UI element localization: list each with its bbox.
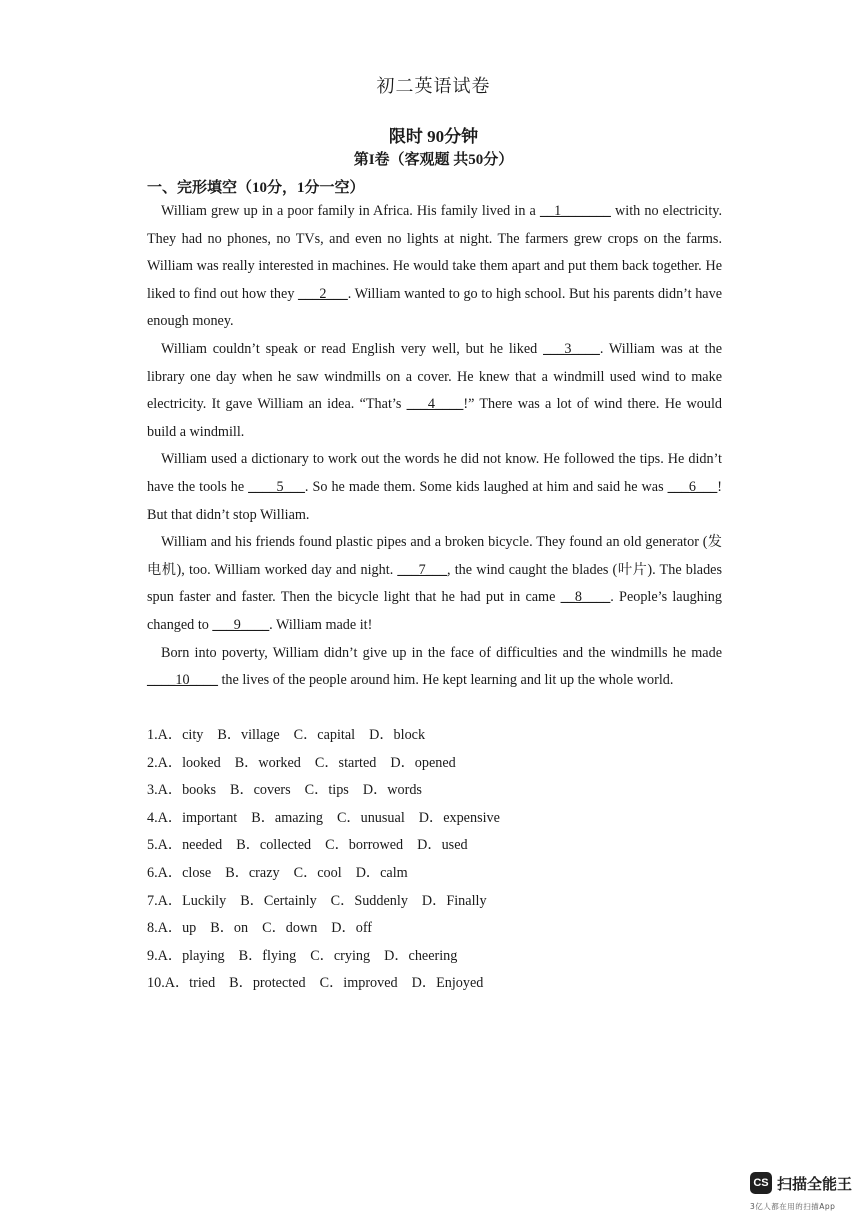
blank-number: ___4____ xyxy=(406,396,464,413)
option-choice: B．crazy xyxy=(225,864,280,881)
passage-paragraph xyxy=(147,529,722,639)
passage-text: William and his friends found plastic pipes and a broken bicycle. They found an old generator (发电机), too. William worked day and night. xyxy=(147,534,722,578)
option-row xyxy=(147,777,747,805)
option-choice: B．on xyxy=(210,920,249,937)
option-choice: D．used xyxy=(417,837,468,854)
option-choice: Luckily xyxy=(182,892,227,909)
option-number: 1.A． xyxy=(147,727,183,743)
option-choice: B．flying xyxy=(238,947,297,964)
option-choice: C．capital xyxy=(293,727,356,743)
option-choice: up xyxy=(182,920,197,937)
option-choice: C．down xyxy=(262,920,318,937)
option-number: 10.A． xyxy=(147,975,190,992)
passage-text: ! But that didn’t stop William. xyxy=(147,478,722,523)
option-row xyxy=(147,915,747,943)
passage-paragraph xyxy=(147,446,722,529)
option-row xyxy=(147,970,747,998)
option-row xyxy=(147,832,747,860)
paper-part-heading: 第I卷（客观题 共50分） xyxy=(353,152,514,168)
option-choice: C．unusual xyxy=(336,809,405,826)
option-number: 3.A． xyxy=(147,782,183,799)
scanner-logo xyxy=(750,1172,852,1194)
option-choice: C．started xyxy=(314,754,377,771)
option-choice: B．protected xyxy=(229,975,306,992)
scanner-tagline: 3亿人都在用的扫描App xyxy=(750,1202,836,1211)
passage-text: !” There was a lot of wind there. He would build a windmill. xyxy=(147,396,722,440)
option-number: 2.A． xyxy=(147,754,183,771)
blank-number: ____10____ xyxy=(147,672,218,689)
option-choice: tried xyxy=(189,975,216,992)
blank-number: ___2___ xyxy=(298,285,348,302)
option-number: 8.A． xyxy=(147,920,183,937)
passage-text: the lives of the people around him. He kept learning and lit up the whole world. xyxy=(217,672,674,689)
time-limit: 限时 90分钟 xyxy=(388,127,479,146)
option-number: 6.A． xyxy=(147,864,183,881)
option-choice: D．opened xyxy=(390,754,456,771)
section-heading: 一、完形填空（10分，1分一空） xyxy=(147,180,365,196)
option-choice: playing xyxy=(182,947,225,964)
option-choice: D．block xyxy=(369,727,426,743)
option-choice: needed xyxy=(182,837,223,854)
passage-text: with no electricity. They had no phones, no TVs, and even no lights at night. The farmers grew crops on the farms. William was really interested in machines. He would take them apart and put them back together. He liked to find out how they xyxy=(147,203,722,302)
option-choice: D．Finally xyxy=(421,892,487,909)
option-choice: C．Suddenly xyxy=(330,892,408,909)
blank-number: __8____ xyxy=(560,589,611,606)
passage-text: . William wanted to go to high school. But his parents didn’t have enough money. xyxy=(147,285,722,330)
blank-number: __1_______ xyxy=(539,203,611,219)
option-choice: D．expensive xyxy=(418,809,500,826)
option-choice: B．amazing xyxy=(251,809,323,826)
passage-text: . People’s laughing changed to xyxy=(147,589,722,633)
option-choice: close xyxy=(182,864,212,881)
passage-text: , the wind caught the blades (叶片). The blades spun faster and faster. Then the bicycle light that he had put in came xyxy=(147,561,723,606)
passage-text: . William was at the library one day when he saw windmills on a cover. He knew that a windmill used wind to make electricity. It gave William an idea. “That’s xyxy=(147,340,722,413)
passage-text: William grew up in a poor family in Africa. His family lived in a xyxy=(161,203,540,219)
option-choice: D．words xyxy=(362,782,422,799)
option-choice: D．Enjoyed xyxy=(411,975,484,992)
option-choice: B．covers xyxy=(229,782,291,799)
option-row xyxy=(147,805,747,833)
passage-paragraph xyxy=(147,336,722,446)
option-choice: books xyxy=(182,782,216,799)
option-choice: D．calm xyxy=(355,864,408,881)
option-choice: looked xyxy=(182,754,221,771)
option-choice: D．off xyxy=(331,920,373,937)
option-choice: B．Certainly xyxy=(240,892,317,909)
passage-text: William used a dictionary to work out the words he did not know. He followed the tips. He didn’t have the tools he xyxy=(147,451,722,495)
blank-number: ___9____ xyxy=(212,616,270,633)
option-row xyxy=(147,750,747,778)
passage-text: . William made it! xyxy=(269,616,373,633)
blank-number: ___3____ xyxy=(543,340,600,357)
option-choice: C．crying xyxy=(310,947,371,964)
passage-paragraph xyxy=(147,640,722,695)
passage-text: Born into poverty, William didn’t give up in the face of difficulties and the windmills he made xyxy=(161,644,722,661)
option-choice: B．collected xyxy=(236,837,312,854)
option-number: 5.A． xyxy=(147,837,183,854)
option-row xyxy=(147,722,747,750)
option-row xyxy=(147,888,747,916)
option-number: 4.A． xyxy=(147,809,183,826)
option-row xyxy=(147,860,747,888)
option-choice: C．tips xyxy=(304,782,349,799)
passage-text: William couldn’t speak or read English very well, but he liked xyxy=(161,340,544,357)
option-row xyxy=(147,943,747,971)
option-choice: C．cool xyxy=(293,864,342,881)
blank-number: ____5___ xyxy=(248,478,305,495)
option-number: 7.A． xyxy=(147,892,183,909)
blank-number: ___6___ xyxy=(667,478,718,495)
option-choice: C．improved xyxy=(319,975,398,992)
cloze-passage xyxy=(147,198,722,695)
exam-title: 初二英语试卷 xyxy=(376,76,491,96)
option-number: 9.A． xyxy=(147,947,183,964)
option-choice: important xyxy=(182,809,238,826)
option-choice: C．borrowed xyxy=(325,837,404,854)
passage-paragraph xyxy=(147,198,722,336)
option-choice: B．worked xyxy=(234,754,301,771)
option-choice: B．village xyxy=(217,727,280,743)
scanner-app-name: 扫描全能王 xyxy=(777,1174,853,1193)
option-choice: D．cheering xyxy=(384,947,458,964)
blank-number: ___7___ xyxy=(397,561,448,578)
answer-options xyxy=(147,722,747,998)
passage-text: . So he made them. Some kids laughed at him and said he was xyxy=(304,478,668,495)
camscanner-icon: CS xyxy=(750,1172,772,1194)
option-choice: city xyxy=(182,727,204,743)
